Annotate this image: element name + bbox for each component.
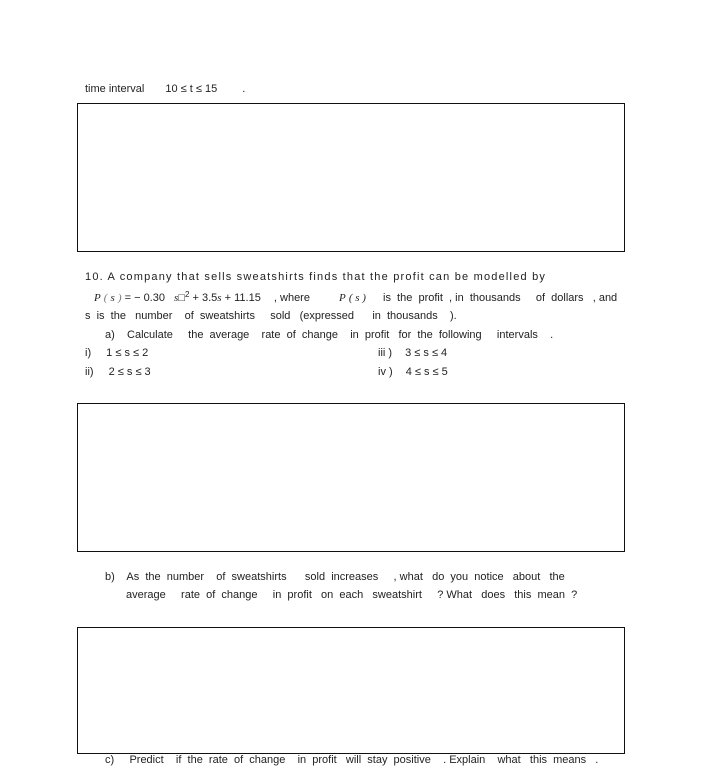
time-interval-line <box>85 83 245 95</box>
part-b-line-2: average rate of change in profit on each sweatshirt ? What does this mean ? <box>126 589 578 601</box>
time-interval-period: . <box>242 83 246 95</box>
interval-ii-label: ii) <box>85 366 94 378</box>
interval-iii-label: iii ) <box>378 347 393 359</box>
profit-function-line <box>94 290 626 304</box>
function-name: P <box>94 292 101 304</box>
interval-iii-math: 3 ≤ s ≤ 4 <box>405 347 448 359</box>
function-variable-3: s <box>217 292 222 304</box>
function-open-paren: ( <box>103 292 108 304</box>
interval-i-label: i) <box>85 347 92 359</box>
answer-box-1[interactable] <box>77 103 625 252</box>
function-coefficient: = − 0.30 <box>124 292 165 304</box>
interval-iv-math: 4 ≤ s ≤ 5 <box>405 366 448 378</box>
question-10-intro: 10. A company that sells sweatshirts finds that the profit can be modelled by <box>85 271 547 283</box>
part-a-prompt: a) Calculate the average rate of change in profit for the following intervals . <box>105 329 554 341</box>
function-arg-2: ( s ) <box>348 292 366 304</box>
function-close-paren: ) <box>117 292 122 304</box>
exponent: 2 <box>184 290 190 299</box>
interval-iv <box>378 366 448 378</box>
part-c-prompt: c) Predict if the rate of change in profit will stay positive . Explain what this means . <box>105 754 599 766</box>
interval-iii <box>378 347 447 359</box>
interval-i <box>85 347 148 359</box>
function-constant: + 11.15 <box>224 292 261 304</box>
interval-ii <box>85 366 151 378</box>
interval-ii-math: 2 ≤ s ≤ 3 <box>108 366 151 378</box>
time-interval-math: 10 ≤ t ≤ 15 <box>165 83 218 95</box>
missing-glyph-icon: □ <box>178 292 185 304</box>
function-variable: s <box>110 292 115 304</box>
function-variable-2: s <box>174 292 179 304</box>
profit-description: is the profit , in thousands of dollars , and <box>383 292 618 304</box>
interval-iv-label: iv ) <box>378 366 393 378</box>
answer-box-2[interactable] <box>77 403 625 552</box>
where-text: , where <box>273 292 310 304</box>
variable-description: s is the number of sweatshirts sold (expressed in thousands ). <box>85 310 457 322</box>
function-name-2: P <box>339 292 346 304</box>
part-b-line-1: b) As the number of sweatshirts sold increases , what do you notice about the <box>105 571 565 583</box>
answer-box-3[interactable] <box>77 627 625 754</box>
function-linear-term: + 3.5 <box>192 292 218 304</box>
interval-i-math: 1 ≤ s ≤ 2 <box>106 347 149 359</box>
time-interval-text: time interval <box>85 83 145 95</box>
